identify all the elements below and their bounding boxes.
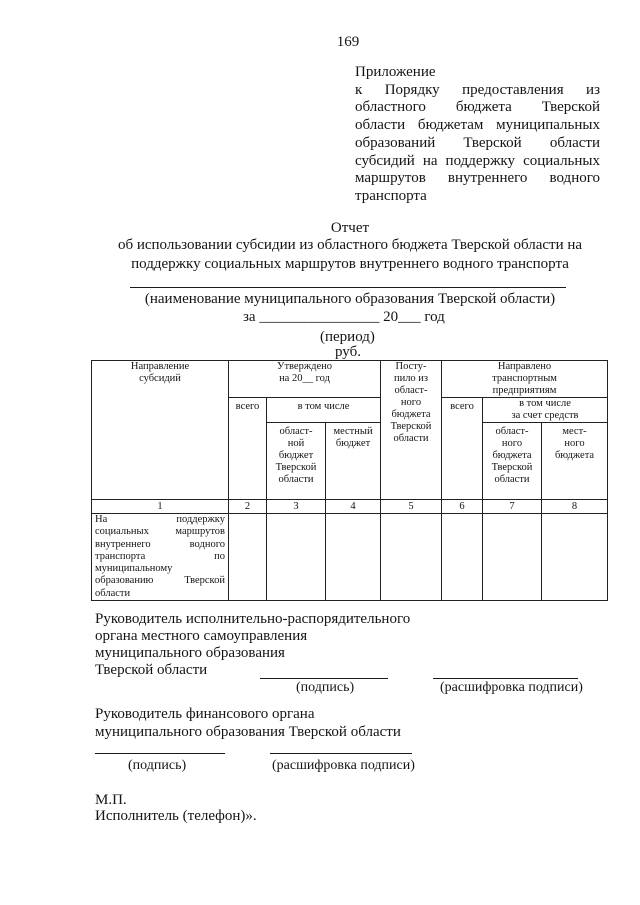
signature-line	[260, 678, 388, 679]
column-number: 8	[542, 500, 608, 514]
seal-mark: М.П.	[95, 792, 127, 808]
signature-caption: (подпись)	[128, 758, 187, 773]
header-direction: Направление субсидий	[92, 361, 229, 500]
report-subtitle-line: поддержку социальных маршрутов внутреннего водного транспорта	[131, 256, 569, 272]
column-number-row	[92, 500, 608, 514]
row-direction-line: образованию Тверской	[95, 575, 225, 587]
appendix-line: субсидий на поддержку социальных	[355, 152, 600, 169]
cell-sent-regional	[483, 514, 542, 601]
row-direction-line: муниципальному	[95, 563, 173, 575]
cell-approved-local	[326, 514, 381, 601]
report-subtitle-line: об использовании субсидии из областного бюджета Тверской области на	[117, 237, 583, 253]
header-sent: Направлено транспортным предприятиям	[442, 361, 608, 398]
appendix-line: маршрутов внутреннего водного	[355, 170, 600, 187]
executive-head-line: Тверской области	[95, 662, 208, 678]
executive-head-title	[95, 611, 410, 679]
column-number: 2	[229, 500, 267, 514]
cell-received	[381, 514, 442, 601]
currency-unit: руб.	[335, 344, 361, 360]
period-line: за ________________ 20___ год	[243, 309, 445, 325]
signature-caption: (подпись)	[296, 680, 355, 695]
finance-head-title	[95, 705, 401, 741]
decoding-caption: (расшифровка подписи)	[272, 758, 415, 773]
appendix-line: образований Тверской области	[355, 134, 600, 151]
header-sent-including: в том числе за счет средств	[483, 398, 608, 423]
executive-head-line: органа местного самоуправления	[95, 628, 308, 644]
executive-head-line: Руководитель исполнительно-распорядительного	[95, 611, 411, 627]
finance-head-line: муниципального образования Тверской области	[95, 724, 401, 740]
header-sent-total: всего	[442, 398, 483, 500]
header-approved-total: всего	[229, 398, 267, 500]
municipality-blank-line	[130, 287, 566, 288]
header-sent-regional: област- ного бюджета Тверской области	[483, 423, 542, 500]
decoding-line	[270, 753, 412, 754]
executor-line: Исполнитель (телефон)».	[95, 808, 257, 824]
table-header-row	[92, 361, 608, 398]
table-row	[92, 514, 608, 601]
municipality-caption: (наименование муниципального образования Тверской области)	[144, 291, 556, 307]
cell-approved-total	[229, 514, 267, 601]
header-sent-local: мест- ного бюджета	[542, 423, 608, 500]
cell-approved-regional	[267, 514, 326, 601]
cell-sent-local	[542, 514, 608, 601]
header-approved-local: местный бюджет	[326, 423, 381, 500]
report-table	[91, 360, 608, 601]
row-direction-line: социальных маршрутов	[95, 526, 225, 538]
period-caption: (период)	[320, 329, 375, 345]
column-number: 5	[381, 500, 442, 514]
executive-head-line: муниципального образования	[95, 645, 285, 661]
row-direction-line: внутреннего водного	[95, 538, 225, 550]
column-number: 1	[92, 500, 229, 514]
row-direction-line: области	[95, 587, 131, 599]
row-direction	[92, 514, 229, 601]
column-number: 4	[326, 500, 381, 514]
header-approved: Утверждено на 20__ год	[229, 361, 381, 398]
column-number: 7	[483, 500, 542, 514]
cell-sent-total	[442, 514, 483, 601]
column-number: 3	[267, 500, 326, 514]
row-direction-line: На поддержку	[95, 514, 225, 525]
appendix-title: Приложение	[355, 64, 436, 80]
page-number: 169	[336, 34, 360, 50]
appendix-line: к Порядку предоставления из	[355, 81, 600, 98]
appendix-line: области бюджетам муниципальных	[355, 117, 600, 134]
appendix-line: областного бюджета Тверской	[355, 99, 600, 116]
header-approved-regional: област- ной бюджет Тверской области	[267, 423, 326, 500]
header-approved-including: в том числе	[267, 398, 381, 423]
appendix-line: транспорта	[355, 187, 427, 204]
decoding-caption: (расшифровка подписи)	[440, 680, 583, 695]
appendix-block	[355, 64, 600, 206]
decoding-line	[433, 678, 578, 679]
finance-head-line: Руководитель финансового органа	[95, 706, 315, 722]
signature-line	[95, 753, 225, 754]
header-received: Посту- пило из област- ного бюджета Тверской области	[381, 361, 442, 500]
report-title: Отчет	[330, 220, 370, 236]
column-number: 6	[442, 500, 483, 514]
row-direction-line: транспорта по	[95, 550, 225, 562]
